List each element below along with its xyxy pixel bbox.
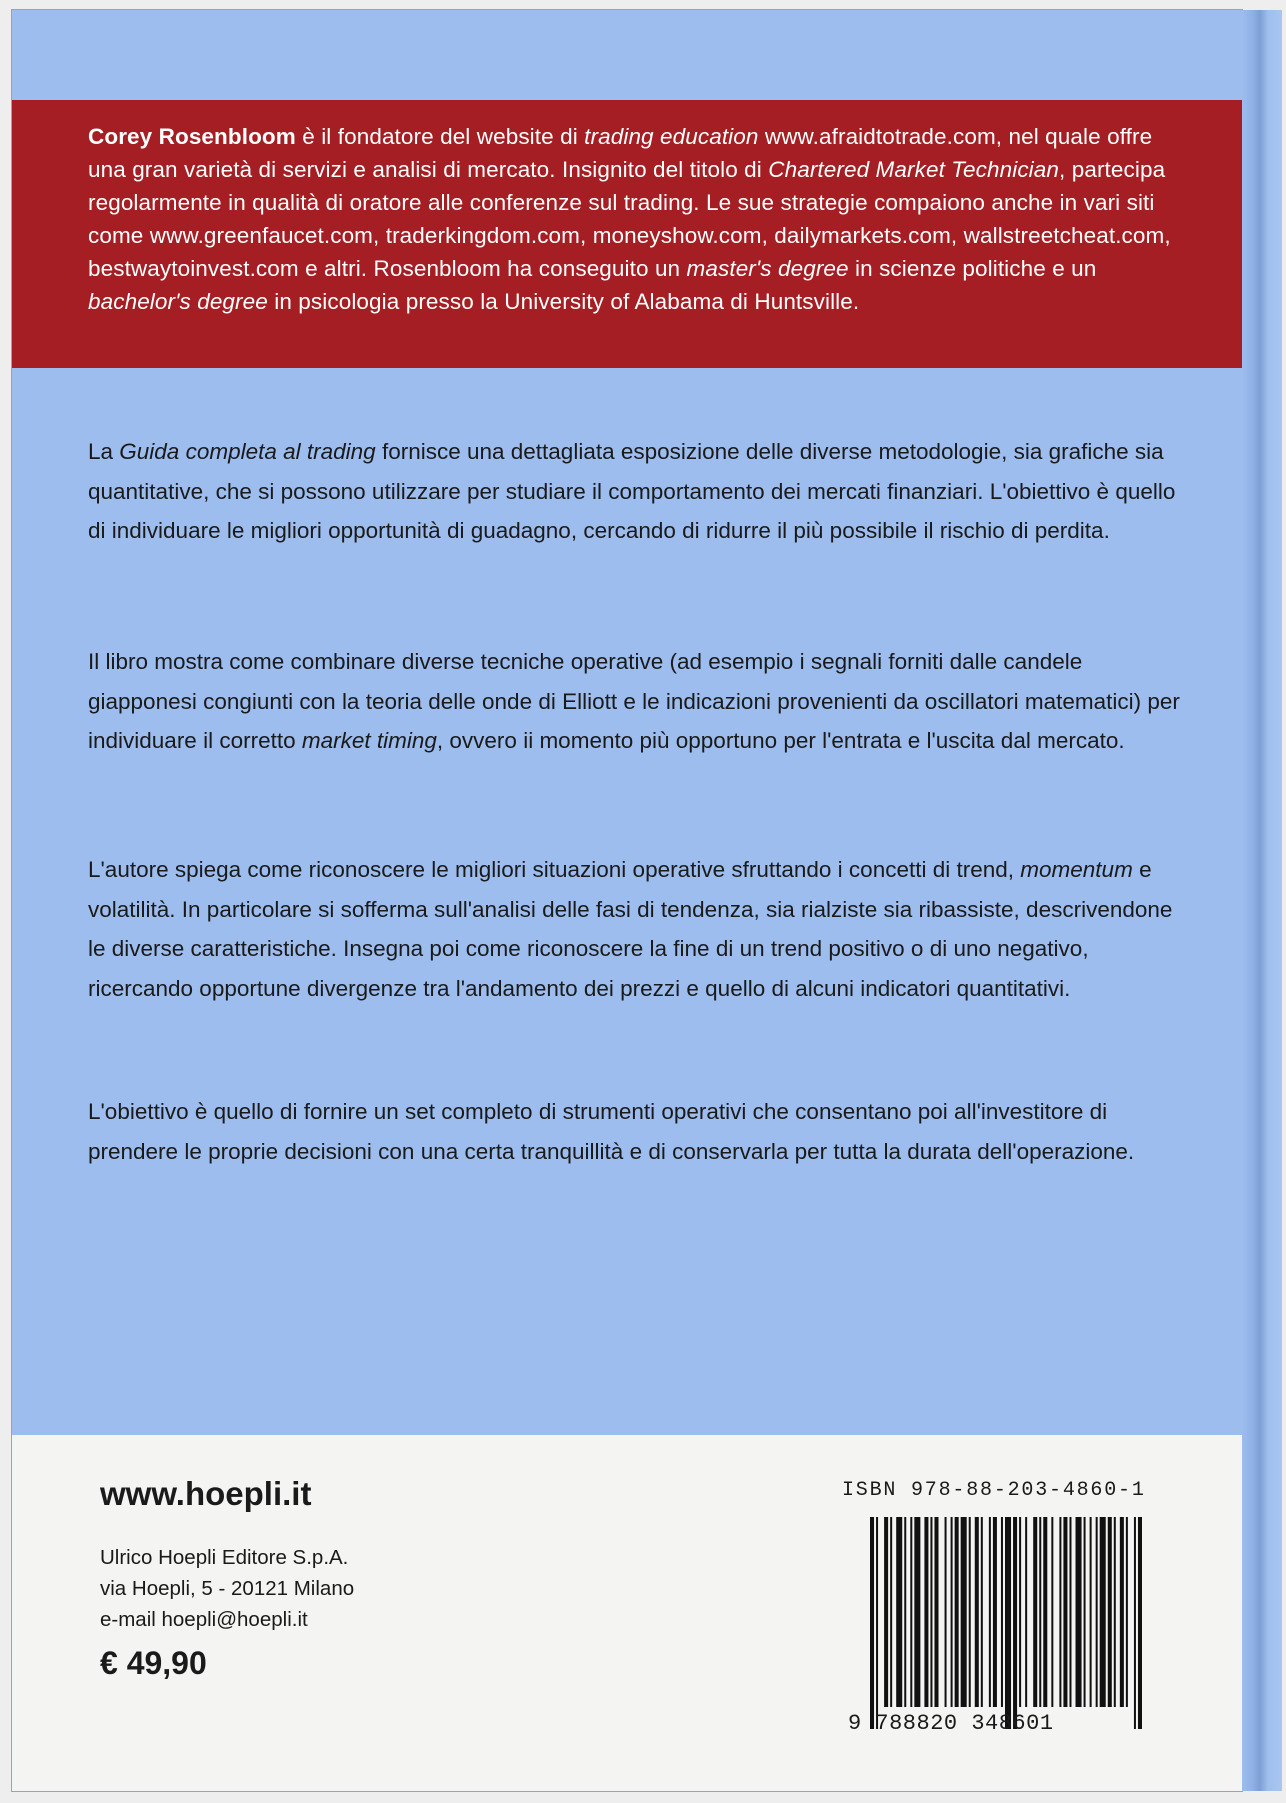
description-paragraph-3 — [88, 850, 1183, 1008]
barcode-bar — [969, 1517, 971, 1707]
barcode-bar — [884, 1517, 888, 1707]
paragraph-text: La — [88, 439, 120, 464]
barcode-bar — [924, 1517, 928, 1707]
term-italic: market timing — [301, 728, 437, 753]
barcode-bar — [1043, 1517, 1047, 1707]
barcode-bar — [1126, 1517, 1128, 1707]
barcode-bar — [1120, 1517, 1124, 1707]
term-italic: momentum — [1020, 857, 1133, 882]
barcode-bar — [1059, 1517, 1061, 1707]
barcode-bar — [1025, 1517, 1027, 1707]
barcode-bar — [951, 1517, 953, 1707]
paragraph-text: Il libro mostra come combinare diverse tecniche operative (ad esempio i segnali forniti dalle candele giapponesi congiunti con la teoria delle onde di Elliott e le indicazioni provenienti da oscillatori matematici) per individuare il corretto — [88, 649, 1180, 753]
barcode-bar — [930, 1517, 932, 1707]
isbn-label: ISBN 978-88-203-4860-1 — [842, 1479, 1146, 1502]
description-paragraph-2 — [88, 642, 1183, 761]
ean-digits: 9 788820 348601 — [848, 1711, 1054, 1736]
barcode-bar — [1138, 1517, 1142, 1729]
author-bio-box — [12, 100, 1242, 368]
cover-edge — [1242, 10, 1282, 1791]
barcode-bar — [989, 1517, 991, 1707]
barcode-bar — [1108, 1517, 1112, 1707]
barcode-bar — [1084, 1517, 1086, 1707]
barcode-bar — [1063, 1517, 1067, 1707]
barcode-bar — [975, 1517, 979, 1707]
barcode-bar — [1013, 1517, 1017, 1729]
paragraph-text: fornisce una dettagliata esposizione delle diverse metodologie, sia grafiche sia quantitative, che si possono utilizzare per studiare il comportamento dei mercati finanziari. L'obiettivo è quello di individuare le migliori opportunità di guadagno, cercando di ridurre il più possibile il rischio di perdita. — [88, 439, 1176, 543]
barcode-bar — [1076, 1517, 1082, 1707]
barcode-bar — [910, 1517, 912, 1707]
barcode-bar — [1039, 1517, 1041, 1707]
author-bio-italic: master's degree — [686, 256, 849, 281]
barcode-bar — [896, 1517, 902, 1707]
barcode-bar — [1134, 1517, 1136, 1729]
book-back-cover — [12, 10, 1242, 1791]
barcode-bar — [955, 1517, 959, 1707]
author-bio-text: www.afraidtotrade.com, nel quale offre una gran varietà di servizi e analisi di mercato. Insignito del titolo di — [88, 124, 1153, 182]
paragraph-text: , ovvero ii momento più opportuno per l'entrata e l'uscita dal mercato. — [436, 728, 1125, 753]
barcode-bar — [945, 1517, 947, 1707]
publisher-website: www.hoepli.it — [100, 1475, 312, 1512]
barcode-bar — [1019, 1517, 1021, 1707]
author-bio-text: in psicologia presso la University of Alabama di Huntsville. — [267, 289, 860, 314]
publisher-name: Ulrico Hoepli Editore S.p.A. — [100, 1546, 349, 1569]
barcode-bar — [993, 1517, 997, 1707]
barcode-bar — [1096, 1517, 1098, 1707]
book-title-italic: Guida completa al trading — [119, 439, 376, 464]
author-bio-italic: trading education — [584, 124, 759, 149]
author-bio-text: , partecipa regolarmente in qualità di oratore alle conferenze sul trading. Le sue strategie compaiono anche in vari siti come www.greenfaucet.com, traderkingdom.com, moneyshow.com, dailymarkets.com, wallstreetcheat.com, bestwaytoinvest.com e altri. Rosenbloom ha conseguito un — [88, 157, 1171, 281]
publisher-address: via Hoepli, 5 - 20121 Milano — [100, 1577, 355, 1600]
author-bio — [88, 120, 1188, 318]
barcode-bar — [890, 1517, 892, 1707]
publisher-email: e-mail hoepli@hoepli.it — [100, 1608, 308, 1631]
barcode-bar — [981, 1517, 983, 1707]
publisher-band — [12, 1435, 1242, 1791]
barcode-bar — [870, 1517, 874, 1729]
author-name: Corey Rosenbloom — [88, 124, 296, 149]
description-paragraph-1 — [88, 432, 1183, 551]
barcode-bar — [1001, 1517, 1003, 1707]
barcode-bar — [1051, 1517, 1053, 1707]
description-paragraph-4: L'obiettivo è quello di fornire un set completo di strumenti operativi che consentano poi all'investitore di prendere le proprie decisioni con una certa tranquillità e di conservarla per tutta la durata dell'operazione. — [88, 1099, 1135, 1164]
book-price: € 49,90 — [100, 1645, 207, 1681]
barcode-bar — [934, 1517, 938, 1707]
paragraph-text: L'autore spiega come riconoscere le migliori situazioni operative sfruttando i concetti di trend, — [88, 857, 1021, 882]
author-bio-italic: bachelor's degree — [88, 289, 268, 314]
author-bio-text: è il fondatore del website di — [295, 124, 585, 149]
barcode-bar — [961, 1517, 967, 1707]
barcode-bar — [1005, 1517, 1011, 1729]
barcode-bar — [1069, 1517, 1071, 1707]
author-bio-italic: Chartered Market Technician — [768, 157, 1060, 182]
barcode-bar — [876, 1517, 878, 1729]
barcode-bar — [1114, 1517, 1116, 1707]
barcode-bar — [1033, 1517, 1037, 1707]
barcode-bar — [914, 1517, 920, 1707]
barcode-bar — [904, 1517, 906, 1707]
publisher-info — [100, 1542, 354, 1635]
barcode-bar — [1100, 1517, 1106, 1707]
barcode-bar — [1090, 1517, 1092, 1707]
paragraph-text: e volatilità. In particolare si sofferma sull'analisi delle fasi di tendenza, sia rialziste sia ribassiste, descrivendone le diverse caratteristiche. Insegna poi come riconoscere la fine di un trend positivo o di uno negativo, ricercando opportune divergenze tra l'andamento dei prezzi e quello di alcuni indicatori quantitativi. — [88, 857, 1173, 1001]
author-bio-text: in scienze politiche e un — [848, 256, 1097, 281]
